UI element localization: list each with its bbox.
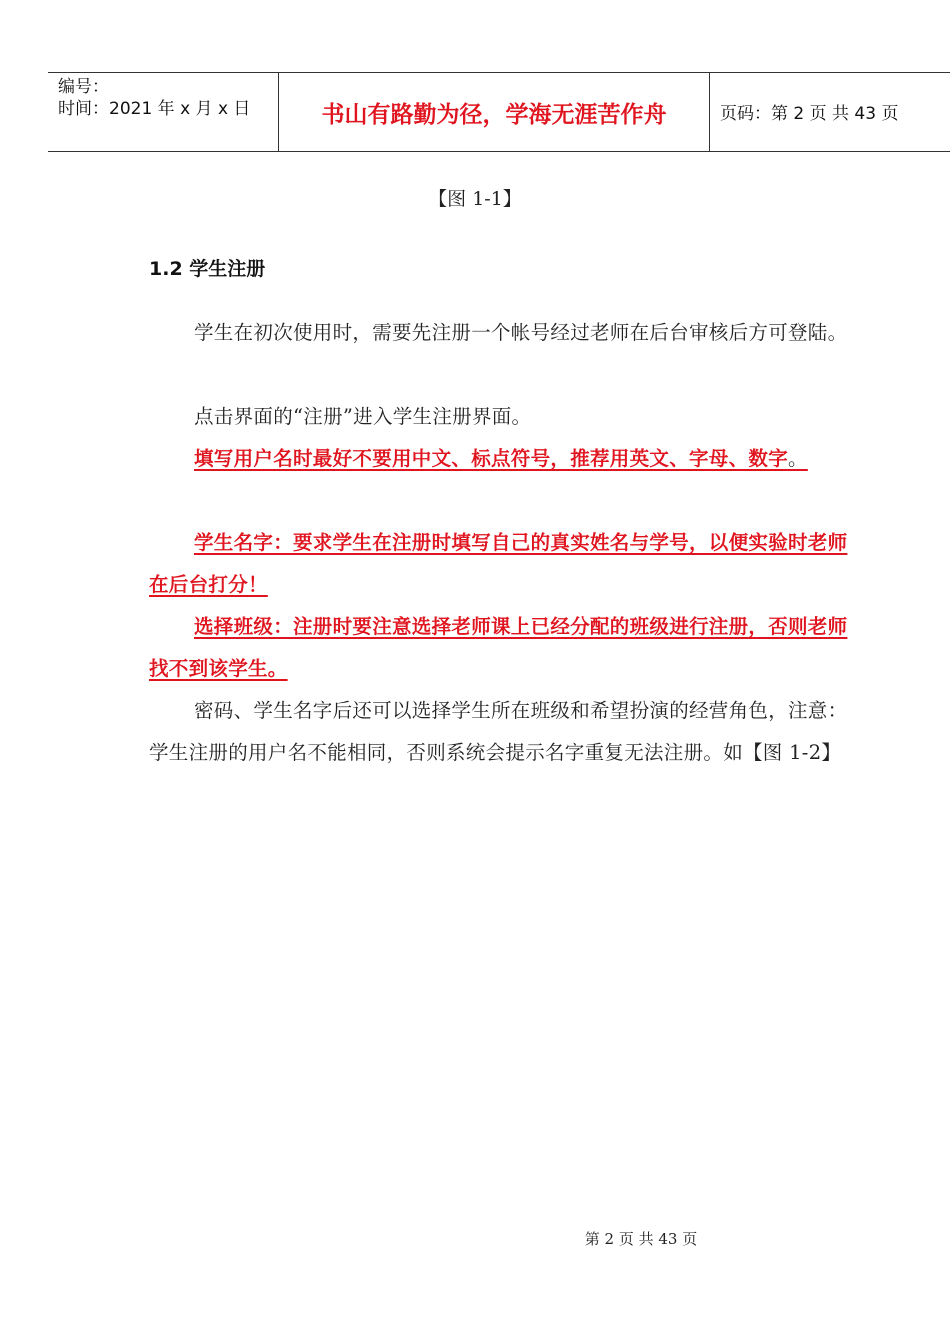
header-motto: 书山有路勤为径，学海无涯苦作舟	[321, 101, 667, 128]
warning-username-period: 。	[788, 447, 808, 470]
paragraph-password-notes: 密码、学生名字后还可以选择学生所在班级和希望扮演的经营角色，注意：学生注册的用户名不能相同，否则系统会提示名字重复无法注册。如【图 1-2】	[149, 699, 848, 764]
document-date-label: 时间：2021 年 x 月 x 日	[58, 99, 251, 119]
document-number-label: 编号：	[58, 77, 109, 97]
warning-student-name: 学生名字：要求学生在注册时填写自己的真实姓名与学号，以便实验时老师在后台打分！	[149, 531, 848, 596]
warning-username-text: 填写用户名时最好不要用中文、标点符号，推荐用英文、字母、数字	[194, 447, 789, 470]
header-page-indicator: 页码：第 2 页 共 43 页	[720, 104, 899, 124]
header-motto-cell	[279, 73, 710, 151]
warning-select-class: 选择班级：注册时要注意选择老师课上已经分配的班级进行注册，否则老师找不到该学生。	[149, 615, 848, 680]
paragraph-click-register: 点击界面的“注册”进入学生注册界面。	[194, 405, 532, 428]
paragraph-intro: 学生在初次使用时，需要先注册一个帐号经过老师在后台审核后方可登陆。	[194, 321, 848, 344]
warning-username	[149, 438, 861, 480]
page-footer: 第 2 页 共 43 页	[584, 1230, 698, 1248]
header-page-cell	[710, 73, 950, 151]
section-title: 1.2 学生注册	[149, 258, 266, 280]
document-header	[48, 72, 950, 152]
header-meta-cell	[48, 73, 279, 151]
figure-caption: 【图 1-1】	[428, 188, 522, 210]
